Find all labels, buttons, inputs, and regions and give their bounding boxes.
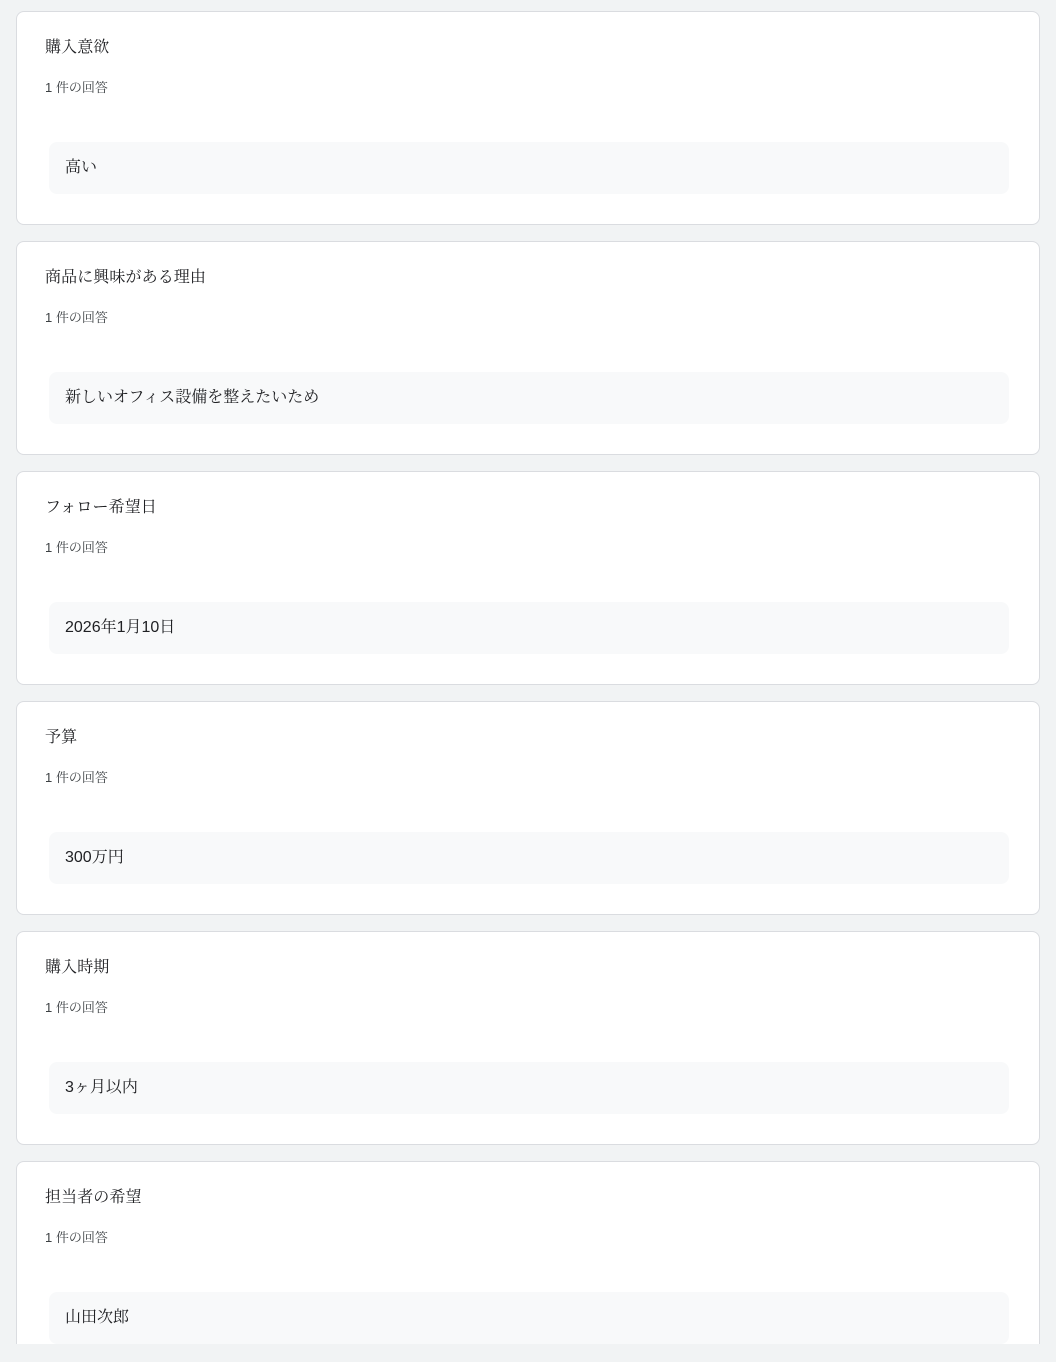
question-card	[16, 931, 1040, 1145]
response-count: 1 件の回答	[45, 80, 108, 95]
question-title: フォロー希望日	[45, 499, 157, 516]
question-title: 予算	[45, 729, 78, 746]
question-title: 商品に興味がある理由	[45, 269, 207, 286]
response-count: 1 件の回答	[45, 540, 108, 555]
response-count: 1 件の回答	[45, 310, 108, 325]
question-title: 担当者の希望	[45, 1189, 142, 1206]
answer-text: 2026年1月10日	[65, 619, 176, 636]
answer-chip	[49, 1062, 1009, 1114]
question-title: 購入時期	[45, 959, 110, 976]
answer-text: 300万円	[65, 849, 124, 866]
question-card	[16, 471, 1040, 685]
answer-chip	[49, 142, 1009, 194]
question-card	[16, 701, 1040, 915]
answer-text: 高い	[65, 159, 98, 176]
answer-text: 3ヶ月以内	[65, 1079, 138, 1096]
answer-chip	[49, 1292, 1009, 1344]
answer-chip	[49, 832, 1009, 884]
question-title: 購入意欲	[45, 39, 110, 56]
answer-text: 山田次郎	[65, 1309, 130, 1326]
question-card	[16, 241, 1040, 455]
question-card	[16, 11, 1040, 225]
response-count: 1 件の回答	[45, 1230, 108, 1245]
response-count: 1 件の回答	[45, 770, 108, 785]
answer-chip	[49, 372, 1009, 424]
response-count: 1 件の回答	[45, 1000, 108, 1015]
answer-text: 新しいオフィス設備を整えたいため	[65, 389, 320, 406]
question-card	[16, 1161, 1040, 1344]
answer-chip	[49, 602, 1009, 654]
